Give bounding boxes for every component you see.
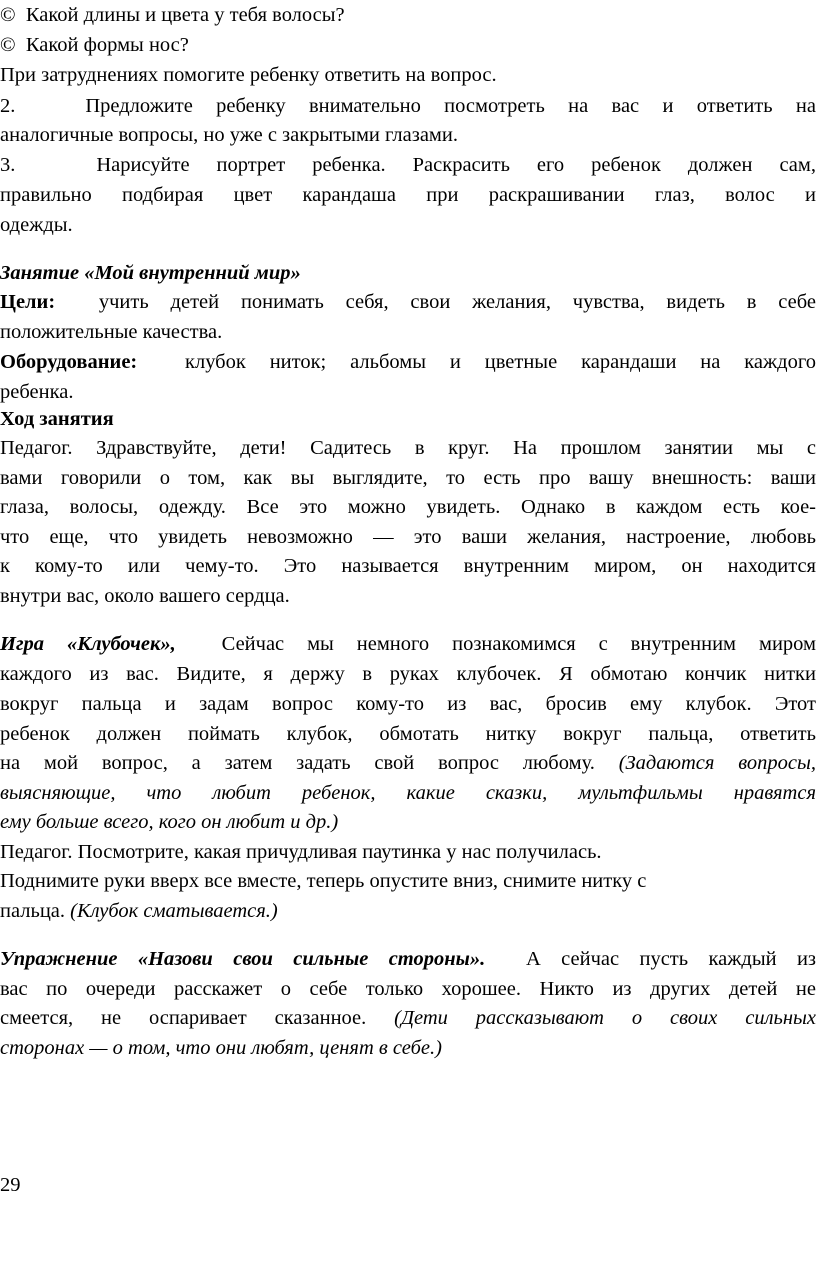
equipment-line: Оборудование: клубок ниток; альбомы и цветные карандаши на каждого (0, 351, 816, 373)
intro-line: Педагог. Здравствуйте, дети! Садитесь в круг. На прошлом занятии мы с (0, 437, 816, 459)
question-text: Какой длины и цвета у тебя волосы? (25, 4, 345, 26)
teacher-line: Педагог. Посмотрите, какая причудливая паутинка у нас получилась. (0, 841, 602, 863)
intro-line: вами говорили о том, как вы выглядите, то есть про вашу внешность: ваши (0, 467, 816, 489)
step-3-line: одежды. (0, 214, 73, 236)
question-item (0, 30, 816, 60)
game-line: ему больше всего, кого он любит и др.) (0, 811, 339, 833)
goals-line: положительные качества. (0, 321, 223, 343)
exercise-line: сторонах — о том, что они любят, ценят в себе.) (0, 1037, 442, 1059)
step-3-line: правильно подбирая цвет карандаша при раскрашивании глаз, волос и (0, 184, 816, 206)
intro-line: к кому-то или чему-то. Это называется внутренним миром, он находится (0, 555, 816, 577)
goals-label: Цели: (0, 291, 56, 313)
exercise-line: Упражнение «Назови свои сильные стороны». А сейчас пусть каждый из (0, 948, 816, 970)
teacher-line: Поднимите руки вверх все вместе, теперь опустите вниз, снимите нитку с (0, 870, 647, 892)
step-3-line: 3. Нарисуйте портрет ребенка. Раскрасить его ребенок должен сам, (0, 154, 816, 176)
step-2-line: 2. Предложите ребенку внимательно посмотреть на вас и ответить на (0, 95, 816, 117)
game-title: Игра «Клубочек», (0, 633, 176, 655)
hint-text: При затруднениях помогите ребенку ответить на вопрос. (0, 64, 497, 86)
exercise-line: вас по очереди расскажет о себе только хорошее. Никто из других детей не (0, 978, 816, 1000)
equipment-line: ребенка. (0, 381, 74, 403)
step-2-line: аналогичные вопросы, но уже с закрытыми глазами. (0, 124, 458, 146)
lesson-title: Занятие «Мой внутренний мир» (0, 262, 301, 284)
question-item (0, 0, 816, 30)
intro-line: что еще, что увидеть невозможно — это ваши желания, настроение, любовь (0, 526, 816, 548)
game-line: вокруг пальца и задам вопрос кому-то из вас, бросив ему клубок. Этот (0, 693, 816, 715)
game-line: выясняющие, что любит ребенок, какие сказки, мультфильмы нравятся (0, 782, 816, 804)
equipment-label: Оборудование: (0, 351, 138, 373)
game-line: на мой вопрос, а затем задать свой вопрос любому. (Задаются вопросы, (0, 752, 816, 774)
step-number: 2. (0, 95, 16, 117)
step-number: 3. (0, 154, 16, 176)
course-heading: Ход занятия (0, 408, 114, 430)
intro-line: внутри вас, около вашего сердца. (0, 585, 290, 607)
page-number: 29 (0, 1174, 21, 1196)
teacher-line: пальца. (Клубок сматывается.) (0, 900, 278, 922)
game-line: Игра «Клубочек», Сейчас мы немного познакомимся с внутренним миром (0, 633, 816, 655)
copyright-bullet: © (0, 34, 16, 56)
intro-line: глаза, волосы, одежду. Все это можно увидеть. Однако в каждом есть кое- (0, 496, 816, 518)
game-line: каждого из вас. Видите, я держу в руках клубочек. Я обмотаю кончик нитки (0, 663, 816, 685)
question-text: Какой формы нос? (25, 34, 189, 56)
exercise-line: смеется, не оспаривает сказанное. (Дети рассказывают о своих сильных (0, 1007, 816, 1029)
exercise-title: Упражнение «Назови свои сильные стороны». (0, 948, 486, 970)
copyright-bullet: © (0, 4, 16, 26)
game-line: ребенок должен поймать клубок, обмотать нитку вокруг пальца, ответить (0, 723, 816, 745)
goals-line: Цели: учить детей понимать себя, свои желания, чувства, видеть в себе (0, 291, 816, 313)
